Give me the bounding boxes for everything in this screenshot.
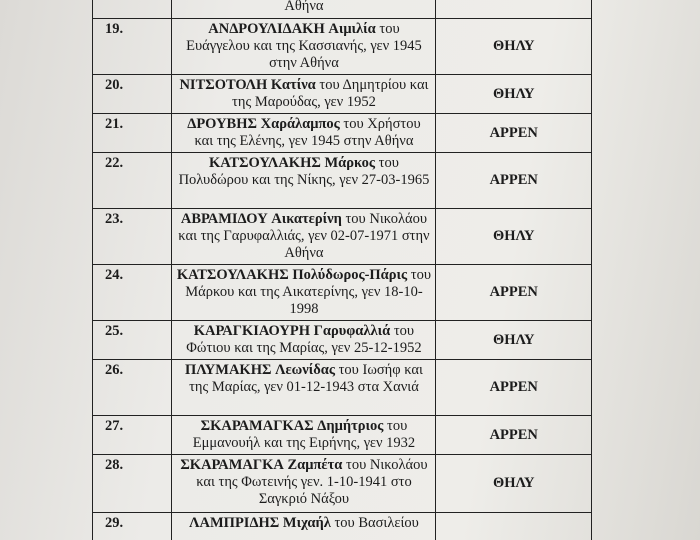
- entry-sex: ΘΗΛΥ: [436, 75, 592, 114]
- entry-number: 20.: [93, 75, 172, 114]
- entry-surname: ΑΝΔΡΟΥΛΙΔΑΚΗ: [208, 21, 325, 37]
- entry-description: [172, 209, 436, 265]
- entry-number: 25.: [93, 321, 172, 360]
- entry-surname: ΣΚΑΡΑΜΑΓΚΑ: [180, 457, 284, 473]
- entry-surname: ΚΑΤΣΟΥΛΑΚΗΣ: [209, 155, 321, 171]
- entry-number: 23.: [93, 209, 172, 265]
- table-row: [93, 360, 592, 416]
- table-row: [93, 75, 592, 114]
- entry-sex: ΘΗΛΥ: [436, 209, 592, 265]
- entry-number: 29.: [93, 513, 172, 540]
- entry-surname: ΚΑΤΣΟΥΛΑΚΗΣ: [176, 267, 289, 283]
- table-row: [93, 0, 592, 19]
- entry-sex: ΑΡΡΕΝ: [436, 265, 592, 321]
- entry-details: του Νικολάου και της Γαρυφαλλιάς, γεν 02-07-1971 στην Αθήνα: [178, 211, 430, 261]
- entry-given-name: Αιμιλία: [328, 21, 376, 37]
- table-row: [93, 265, 592, 321]
- entry-given-name: Λεωνίδας: [275, 362, 335, 378]
- entry-description: [172, 0, 436, 19]
- entry-number: 22.: [93, 153, 172, 209]
- table-row: [93, 321, 592, 360]
- entry-details: του Ιωσήφ και της Μαρίας, γεν 01-12-1943 στα Χανιά: [189, 362, 423, 395]
- entry-number: 27.: [93, 416, 172, 455]
- entry-number: 24.: [93, 265, 172, 321]
- entry-description: [172, 265, 436, 321]
- entry-surname: ΝΙΤΣΟΤΟΛΗ: [179, 77, 268, 93]
- entry-description: [172, 360, 436, 416]
- entry-given-name: Ζαμπέτα: [287, 457, 343, 473]
- entry-sex: ΘΗΛΥ: [436, 321, 592, 360]
- entry-given-name: Δημήτριος: [317, 418, 384, 434]
- entry-given-name: Κατίνα: [270, 77, 316, 93]
- entry-given-name: Αικατερίνη: [271, 211, 342, 227]
- entry-details: του Πολυδώρου και της Νίκης, γεν 27-03-1965: [178, 155, 430, 188]
- entry-sex: ΑΡΡΕΝ: [436, 153, 592, 209]
- entry-given-name: Γαρυφαλλιά: [313, 323, 391, 339]
- entry-description: [172, 416, 436, 455]
- entry-surname: ΚΑΡΑΓΚΙΑΟΥΡΗ: [193, 323, 311, 339]
- table-row: [93, 455, 592, 513]
- entry-number: 26.: [93, 360, 172, 416]
- entry-number: 19.: [93, 19, 172, 75]
- entry-details: του Δημητρίου και της Μαρούδας, γεν 1952: [232, 77, 429, 110]
- entry-description: [172, 114, 436, 153]
- entry-given-name: Μιχαήλ: [282, 515, 331, 531]
- entry-description: [172, 153, 436, 209]
- entry-surname: ΑΒΡΑΜΙΔΟΥ: [180, 211, 268, 227]
- table-row: [93, 513, 592, 540]
- entry-given-name: Μάρκος: [324, 155, 376, 171]
- table-row: [93, 209, 592, 265]
- entry-details: Αθήνα: [284, 0, 324, 14]
- entry-description: [172, 75, 436, 114]
- table-row: [93, 153, 592, 209]
- entry-number: 28.: [93, 455, 172, 513]
- entry-details: του Νικολάου και της Φωτεινής γεν. 1-10-1941 στο Σαγκριό Νάξου: [196, 457, 428, 507]
- entry-description: [172, 455, 436, 513]
- entry-details: του Φώτιου και της Μαρίας, γεν 25-12-1952: [186, 323, 422, 356]
- entry-details: του Βασιλείου: [334, 515, 419, 531]
- entry-details: του Ευάγγελου και της Κασσιανής, γεν 1945 στην Αθήνα: [186, 21, 422, 71]
- entry-details: του Χρήστου και της Ελένης, γεν 1945 στην Αθήνα: [194, 116, 421, 149]
- entry-details: του Εμμανουήλ και της Ειρήνης, γεν 1932: [192, 418, 416, 451]
- entry-description: [172, 321, 436, 360]
- entry-description: [172, 513, 436, 540]
- entry-details: του Μάρκου και της Αικατερίνης, γεν 18-10-1998: [185, 267, 432, 317]
- entry-number: 21.: [93, 114, 172, 153]
- entry-given-name: Χαράλαμπος: [260, 116, 340, 132]
- entry-sex: ΑΡΡΕΝ: [436, 416, 592, 455]
- entry-sex: ΘΗΛΥ: [436, 19, 592, 75]
- entry-sex: ΑΡΡΕΝ: [436, 360, 592, 416]
- registry-table: [92, 0, 592, 540]
- entry-sex: [436, 513, 592, 540]
- table-row: [93, 416, 592, 455]
- entry-given-name: Πολύδωρος-Πάρις: [292, 267, 408, 283]
- entry-description: [172, 19, 436, 75]
- table-row: [93, 19, 592, 75]
- entry-sex: ΑΡΡΕΝ: [436, 114, 592, 153]
- entry-sex: ΘΗΛΥ: [436, 455, 592, 513]
- entry-sex: [436, 0, 592, 19]
- entry-number: [93, 0, 172, 19]
- entry-surname: ΣΚΑΡΑΜΑΓΚΑΣ: [200, 418, 314, 434]
- table-row: [93, 114, 592, 153]
- registry-rows: [93, 0, 592, 540]
- entry-surname: ΔΡΟΥΒΗΣ: [187, 116, 257, 132]
- entry-surname: ΛΑΜΠΡΙΔΗΣ: [189, 515, 280, 531]
- entry-surname: ΠΛΥΜΑΚΗΣ: [184, 362, 272, 378]
